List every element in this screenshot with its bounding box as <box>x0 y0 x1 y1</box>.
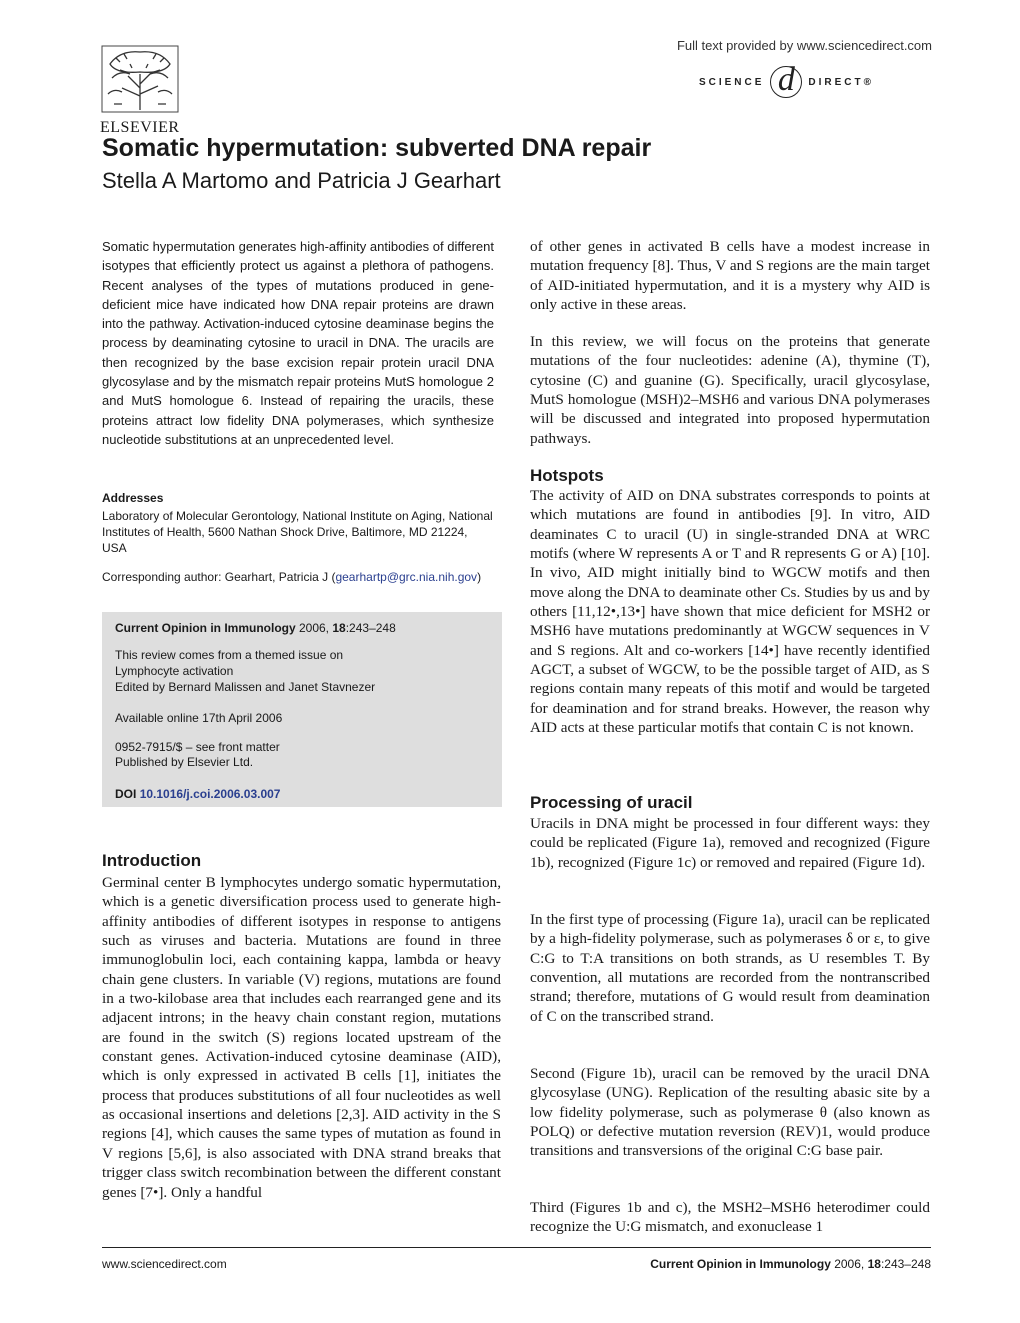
processing-paragraph-1: Uracils in DNA might be processed in four different ways: they could be replicated (Figure 1a), removed and recognized (Figure 1b), recognized (Figure 1c) or removed and repaired (Figure 1d). <box>530 815 930 871</box>
infobox-doi-link[interactable]: 10.1016/j.coi.2006.03.007 <box>139 787 281 801</box>
hotspots-heading: Hotspots <box>530 466 604 485</box>
footer-rule <box>102 1247 931 1248</box>
footer-volume: 18 <box>867 1257 881 1271</box>
infobox-citation <box>115 620 396 636</box>
sd-logo-mark: d <box>770 66 802 98</box>
article-info-box <box>102 612 502 807</box>
body-paragraph-1: of other genes in activated B cells have a modest increase in mutation frequency [8]. Thus, V and S regions are the main target of AID-initiated hypermutation, and it is a mystery why AID is only active in these areas. <box>530 238 930 314</box>
sciencedirect-logo <box>698 61 874 98</box>
corresponding-suffix: ) <box>477 570 482 584</box>
abstract: Somatic hypermutation generates high-affinity antibodies of different isotypes that efficiently protect us against a plethora of pathogens. Recent analyses of the types of mutations produced in gene-deficient mice have indicated how DNA repair proteins are drawn into the pathway. Activation-induced cytosine deaminase begins the process by deaminating cytosine to uracil in DNA. The uracils are then recognized by the base excision repair protein uracil DNA glycosylase and by the mismatch repair proteins MutS homologue 2 and MutS homologue 6. Instead of repairing the uracils, these proteins attract low fidelity DNA polymerases, which synthesize nucleotide substitutions at an unprecedented level. <box>102 239 494 447</box>
corresponding-email-link[interactable]: gearhartp@grc.nia.nih.gov <box>335 570 478 584</box>
infobox-pages: :243–248 <box>345 621 396 635</box>
footer-year: 2006, <box>830 1257 868 1271</box>
footer-pages: :243–248 <box>880 1257 931 1271</box>
infobox-themed-line2: Lymphocyte activation <box>115 664 234 678</box>
footer-journal: Current Opinion in Immunology <box>650 1257 831 1271</box>
infobox-volume: 18 <box>332 621 346 635</box>
sd-logo-right: DIRECT® <box>808 76 874 88</box>
footer-citation <box>650 1257 931 1271</box>
fulltext-note: Full text provided by www.sciencedirect.com <box>676 38 932 53</box>
elsevier-tree-icon <box>100 44 180 116</box>
infobox-available: Available online 17th April 2006 <box>115 711 283 725</box>
infobox-year: 2006, <box>295 621 333 635</box>
processing-paragraph-2: In the first type of processing (Figure 1a), uracil can be replicated by a high-fidelity polymerase, such as polymerases δ or ε, to give C:G to T:A transitions on both strands, as U resembles T. By convention, all mutations are recorded from the nontranscribed strand; therefore, mutations of G would result from deamination of C on the transcribed strand. <box>530 911 930 1025</box>
article-title: Somatic hypermutation: subverted DNA repair <box>102 134 652 162</box>
corresponding-prefix: Corresponding author: Gearhart, Patricia J ( <box>102 570 336 584</box>
introduction-body: Germinal center B lymphocytes undergo somatic hypermutation, which is a genetic diversification process used to generate high-affinity antibodies of different isotypes in response to antigens such as viruses and bacteria. Mutations are found in three immunoglobulin loci, each containing kappa, lambda or heavy chain gene clusters. In variable (V) regions, mutations are found in a two-kilobase area that includes each rearranged gene and its adjacent introns; in the heavy chain constant region, mutations are found in the switch (S) regions located upstream of the constant genes. Activation-induced cytosine deaminase (AID), which is only expressed in activated B cells [1], initiates the process that produces substitutions of all four nucleotides as well as occasional insertions and deletions [2,3]. AID activity in the S regions [4], which causes the same types of mutation as found in V regions [5,6], is also associated with DNA strand breaks that trigger class switch recombination between the different constant genes [7•]. Only a handful <box>102 874 501 1201</box>
infobox-doi <box>115 786 280 802</box>
infobox-doi-label: DOI <box>115 787 137 801</box>
processing-paragraph-4: Third (Figures 1b and c), the MSH2–MSH6 heterodimer could recognize the U:G mismatch, and exonuclease 1 <box>530 1199 930 1236</box>
hotspots-body: The activity of AID on DNA substrates corresponds to points at which mutations are found in antibodies [9]. In vitro, AID deaminates C to uracil (U) in single-stranded DNA at WRC motifs (where W represents A or T and R represents G or A) [10]. In vivo, AID might initially bind to WGCW motifs and then move along the DNA to deaminate other Cs. Studies by us and by others [11,12•,13•] have shown that mice deficient for MSH2 or MSH6 have mutations predominantly at WGCW sequences in V and S regions. Alt and co-workers [14•] have recently identified AGCT, a subset of WGCW, to be the possible target of AID, as S regions contain many repeats of this motif and would be targeted for deamination and for strand breaks. However, the reason why AID acts at these particular motifs that contain C is not known. <box>530 487 930 737</box>
infobox-editors: Edited by Bernard Malissen and Janet Stavnezer <box>115 680 376 694</box>
addresses-heading: Addresses <box>102 491 164 505</box>
footer-website: www.sciencedirect.com <box>102 1257 227 1271</box>
article-authors: Stella A Martomo and Patricia J Gearhart <box>102 168 501 193</box>
introduction-heading: Introduction <box>102 851 202 870</box>
infobox-journal: Current Opinion in Immunology <box>115 621 296 635</box>
infobox-issn: 0952-7915/$ – see front matter <box>115 740 280 754</box>
elsevier-wordmark: ELSEVIER <box>100 119 180 136</box>
infobox-themed-line1: This review comes from a themed issue on <box>115 648 344 662</box>
body-paragraph-2: In this review, we will focus on the proteins that generate mutations of the four nucleotides: adenine (A), thymine (T), cytosine (C) and guanine (G). Specifically, uracil glycosylase, MutS homologue (MSH)2–MSH6 and various DNA polymerases will be discussed and integrated into proposed hypermutation pathways. <box>530 333 930 447</box>
processing-heading: Processing of uracil <box>530 793 693 812</box>
infobox-published: Published by Elsevier Ltd. <box>115 755 254 769</box>
elsevier-logo <box>100 44 180 136</box>
sd-logo-left: SCIENCE <box>698 76 765 88</box>
corresponding-author <box>102 570 502 584</box>
processing-paragraph-3: Second (Figure 1b), uracil can be removed by the uracil DNA glycosylase (UNG). Replication of the resulting abasic site by a low fidelity polymerase, such as polymerase θ (also known as POLQ) or defective mutation reversion (REV)1, would produce transitions and transversions of the original C:G base pair. <box>530 1065 930 1160</box>
addresses-body: Laboratory of Molecular Gerontology, National Institute on Aging, National Institutes of Health, 5600 Nathan Shock Drive, Baltimore, MD 21224, USA <box>102 509 493 555</box>
